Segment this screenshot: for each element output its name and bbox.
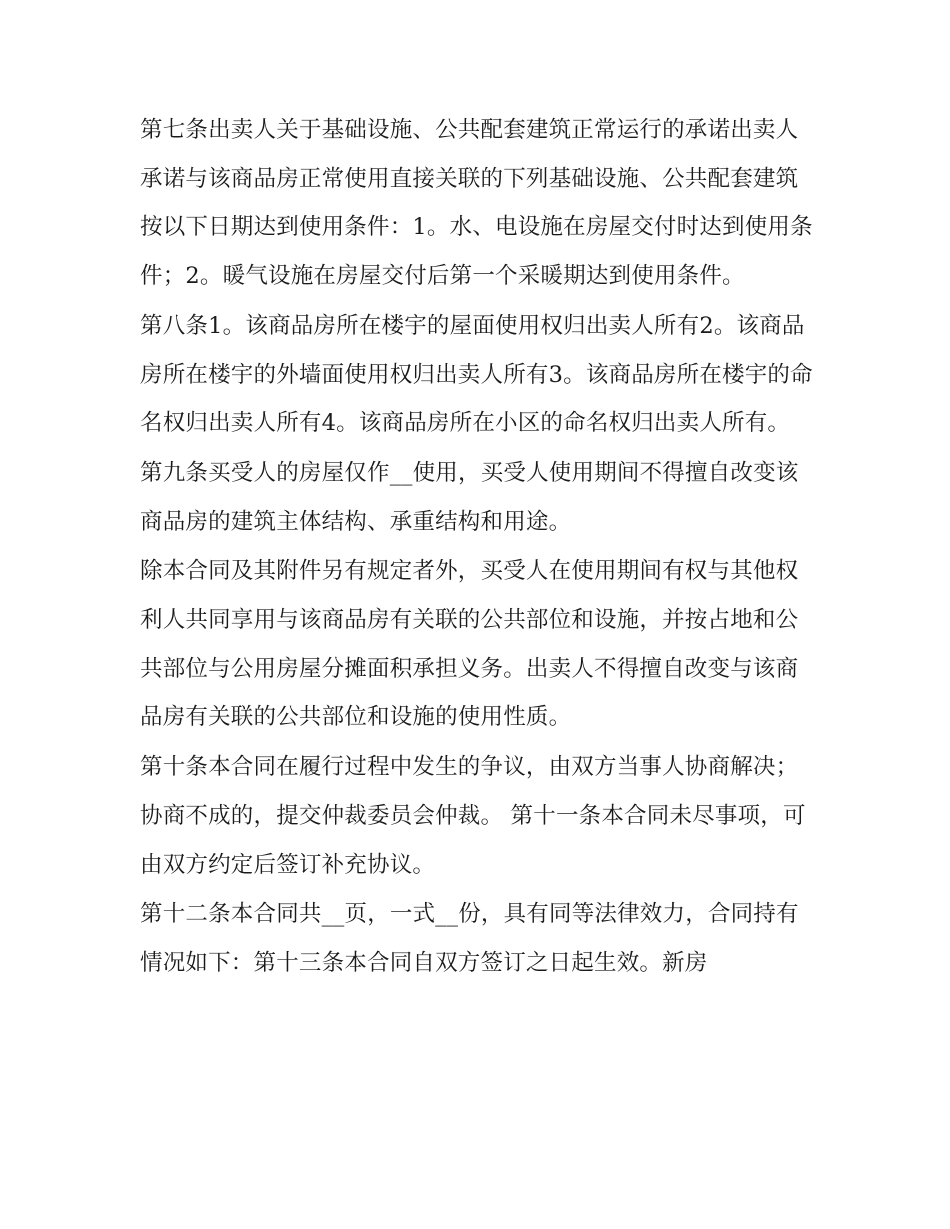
paragraph-article-10-11: 第十条本合同在履行过程中发生的争议，由双方当事人协商解决；协商不成的，提交仲裁委员会仲裁。 第十一条本合同未尽事项，可由双方约定后签订补充协议。 <box>140 754 806 878</box>
paragraph-article-8: 第八条1。该商品房所在楼宇的屋面使用权归出卖人所有2。该商品房所在楼宇的外墙面使用权归出卖人所有3。该商品房所在楼宇的命名权归出卖人所有4。该商品房所在小区的命名权归出卖人所有。 <box>140 312 813 437</box>
paragraph-article-12-13: 第十二条本合同共__页，一式__份，具有同等法律效力，合同持有情况如下：第十三条本合同自双方签订之日起生效。新房 <box>140 901 799 976</box>
document-body <box>140 106 820 989</box>
paragraph-public-facilities: 除本合同及其附件另有规定者外，买受人在使用期间有权与其他权利人共同享用与该商品房有关联的公共部位和设施，并按占地和公共部位与公用房屋分摊面积承担义务。出卖人不得擅自改变与该商品房有关联的公共部位和设施的使用性质。 <box>140 558 799 731</box>
paragraph-article-9: 第九条买受人的房屋仅作__使用，买受人使用期间不得擅自改变该商品房的建筑主体结构、承重结构和用途。 <box>140 459 799 535</box>
paragraph-article-7: 第七条出卖人关于基础设施、公共配套建筑正常运行的承诺出卖人承诺与该商品房正常使用直接关联的下列基础设施、公共配套建筑按以下日期达到使用条件：1。水、电设施在房屋交付时达到使用条件；2。暖气设施在房屋交付后第一个采暖期达到使用条件。 <box>140 117 813 290</box>
